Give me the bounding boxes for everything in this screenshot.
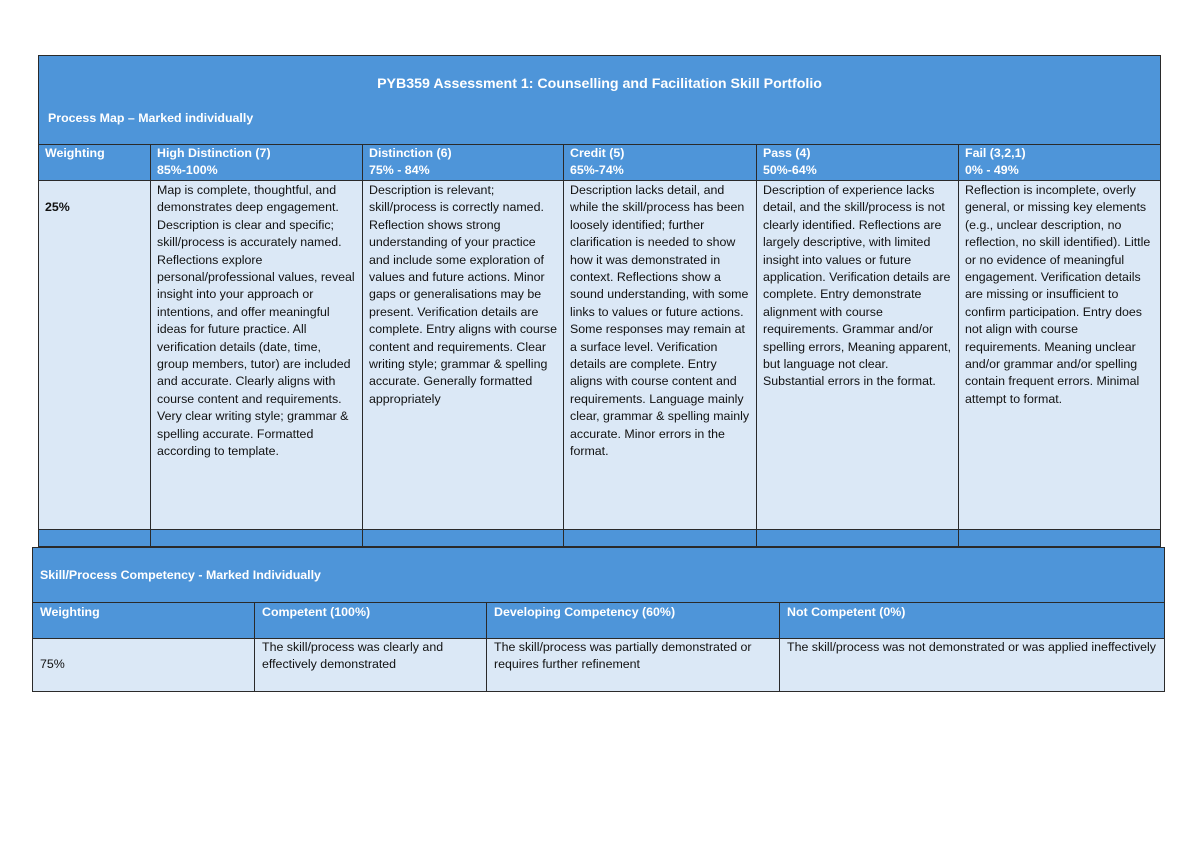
column-header-competent: Competent (100%) bbox=[255, 603, 487, 639]
column-header-developing-competency: Developing Competency (60%) bbox=[487, 603, 780, 639]
process-map-criteria-row bbox=[39, 181, 1161, 530]
column-header-credit: Credit (5) 65%-74% bbox=[564, 145, 757, 181]
column-header-high-distinction: High Distinction (7) 85%-100% bbox=[151, 145, 363, 181]
column-header-distinction: Distinction (6) 75% - 84% bbox=[363, 145, 564, 181]
criteria-credit: Description lacks detail, and while the skill/process has been loosely identified; further clarification is needed to show how it was demonstrated in context. Reflections show a sound understanding, with some links to values or future actions. Some responses may remain at a surface level. Verification details are complete. Entry aligns with course content and requirements. Language mainly clear, grammar & spelling mainly accurate. Minor errors in the format. bbox=[564, 181, 757, 530]
criteria-competent: The skill/process was clearly and effectively demonstrated bbox=[255, 639, 487, 692]
document-title: PYB359 Assessment 1: Counselling and Facilitation Skill Portfolio bbox=[377, 76, 822, 92]
process-map-footer-row bbox=[39, 530, 1161, 547]
skill-competency-rubric-table bbox=[32, 547, 1165, 692]
criteria-developing-competency: The skill/process was partially demonstrated or requires further refinement bbox=[487, 639, 780, 692]
process-map-weight: 25% bbox=[39, 181, 151, 530]
column-header-weighting: Weighting bbox=[39, 145, 151, 181]
process-map-rubric-table bbox=[38, 55, 1161, 547]
footer-cell bbox=[757, 530, 959, 547]
skill-competency-column-headers bbox=[33, 603, 1165, 639]
footer-cell bbox=[363, 530, 564, 547]
footer-cell bbox=[39, 530, 151, 547]
footer-cell bbox=[959, 530, 1161, 547]
column-header-not-competent: Not Competent (0%) bbox=[780, 603, 1165, 639]
column-header-fail: Fail (3,2,1) 0% - 49% bbox=[959, 145, 1161, 181]
footer-cell bbox=[151, 530, 363, 547]
criteria-pass: Description of experience lacks detail, and the skill/process is not clearly identified. Reflections are largely descriptive, with limited insight into values or future application. Verification details are complete. Entry demonstrate alignment with course requirements. Grammar and/or spelling errors, Meaning apparent, but language not clear. Substantial errors in the format. bbox=[757, 181, 959, 530]
criteria-fail: Reflection is incomplete, overly general, or missing key elements (e.g., unclear description, no reflection, no skill identified). Little or no evidence of meaningful engagement. Verification details are missing or insufficient to confirm participation. Entry does not align with course requirements. Meaning unclear and/or grammar and/or spelling contain frequent errors. Minimal attempt to format. bbox=[959, 181, 1161, 530]
criteria-not-competent: The skill/process was not demonstrated or was applied ineffectively bbox=[780, 639, 1165, 692]
column-header-pass: Pass (4) 50%-64% bbox=[757, 145, 959, 181]
column-header-weighting: Weighting bbox=[33, 603, 255, 639]
process-map-column-headers bbox=[39, 145, 1161, 181]
rubric-header-cell bbox=[39, 56, 1161, 145]
criteria-distinction: Description is relevant; skill/process is correctly named. Reflection shows strong understanding of your practice and include some exploration of values and future actions. Minor gaps or generalisations may be present. Verification details are complete. Entry aligns with course content and requirements. Clear writing style; grammar & spelling accurate. Generally formatted appropriately bbox=[363, 181, 564, 530]
footer-cell bbox=[564, 530, 757, 547]
skill-competency-section-title: Skill/Process Competency - Marked Individually bbox=[33, 548, 1165, 603]
process-map-section-title: Process Map – Marked individually bbox=[48, 111, 254, 126]
criteria-high-distinction: Map is complete, thoughtful, and demonstrates deep engagement. Description is clear and specific; skill/process is accurately named. Reflections explore personal/professional values, reveal insight into your approach or intentions, and offer meaningful ideas for future practice. All verification details (date, time, group members, tutor) are included and accurate. Clearly aligns with course content and requirements. Very clear writing style; grammar & spelling accurate. Formatted according to template. bbox=[151, 181, 363, 530]
skill-competency-criteria-row bbox=[33, 639, 1165, 692]
skill-competency-weight: 75% bbox=[33, 639, 255, 692]
